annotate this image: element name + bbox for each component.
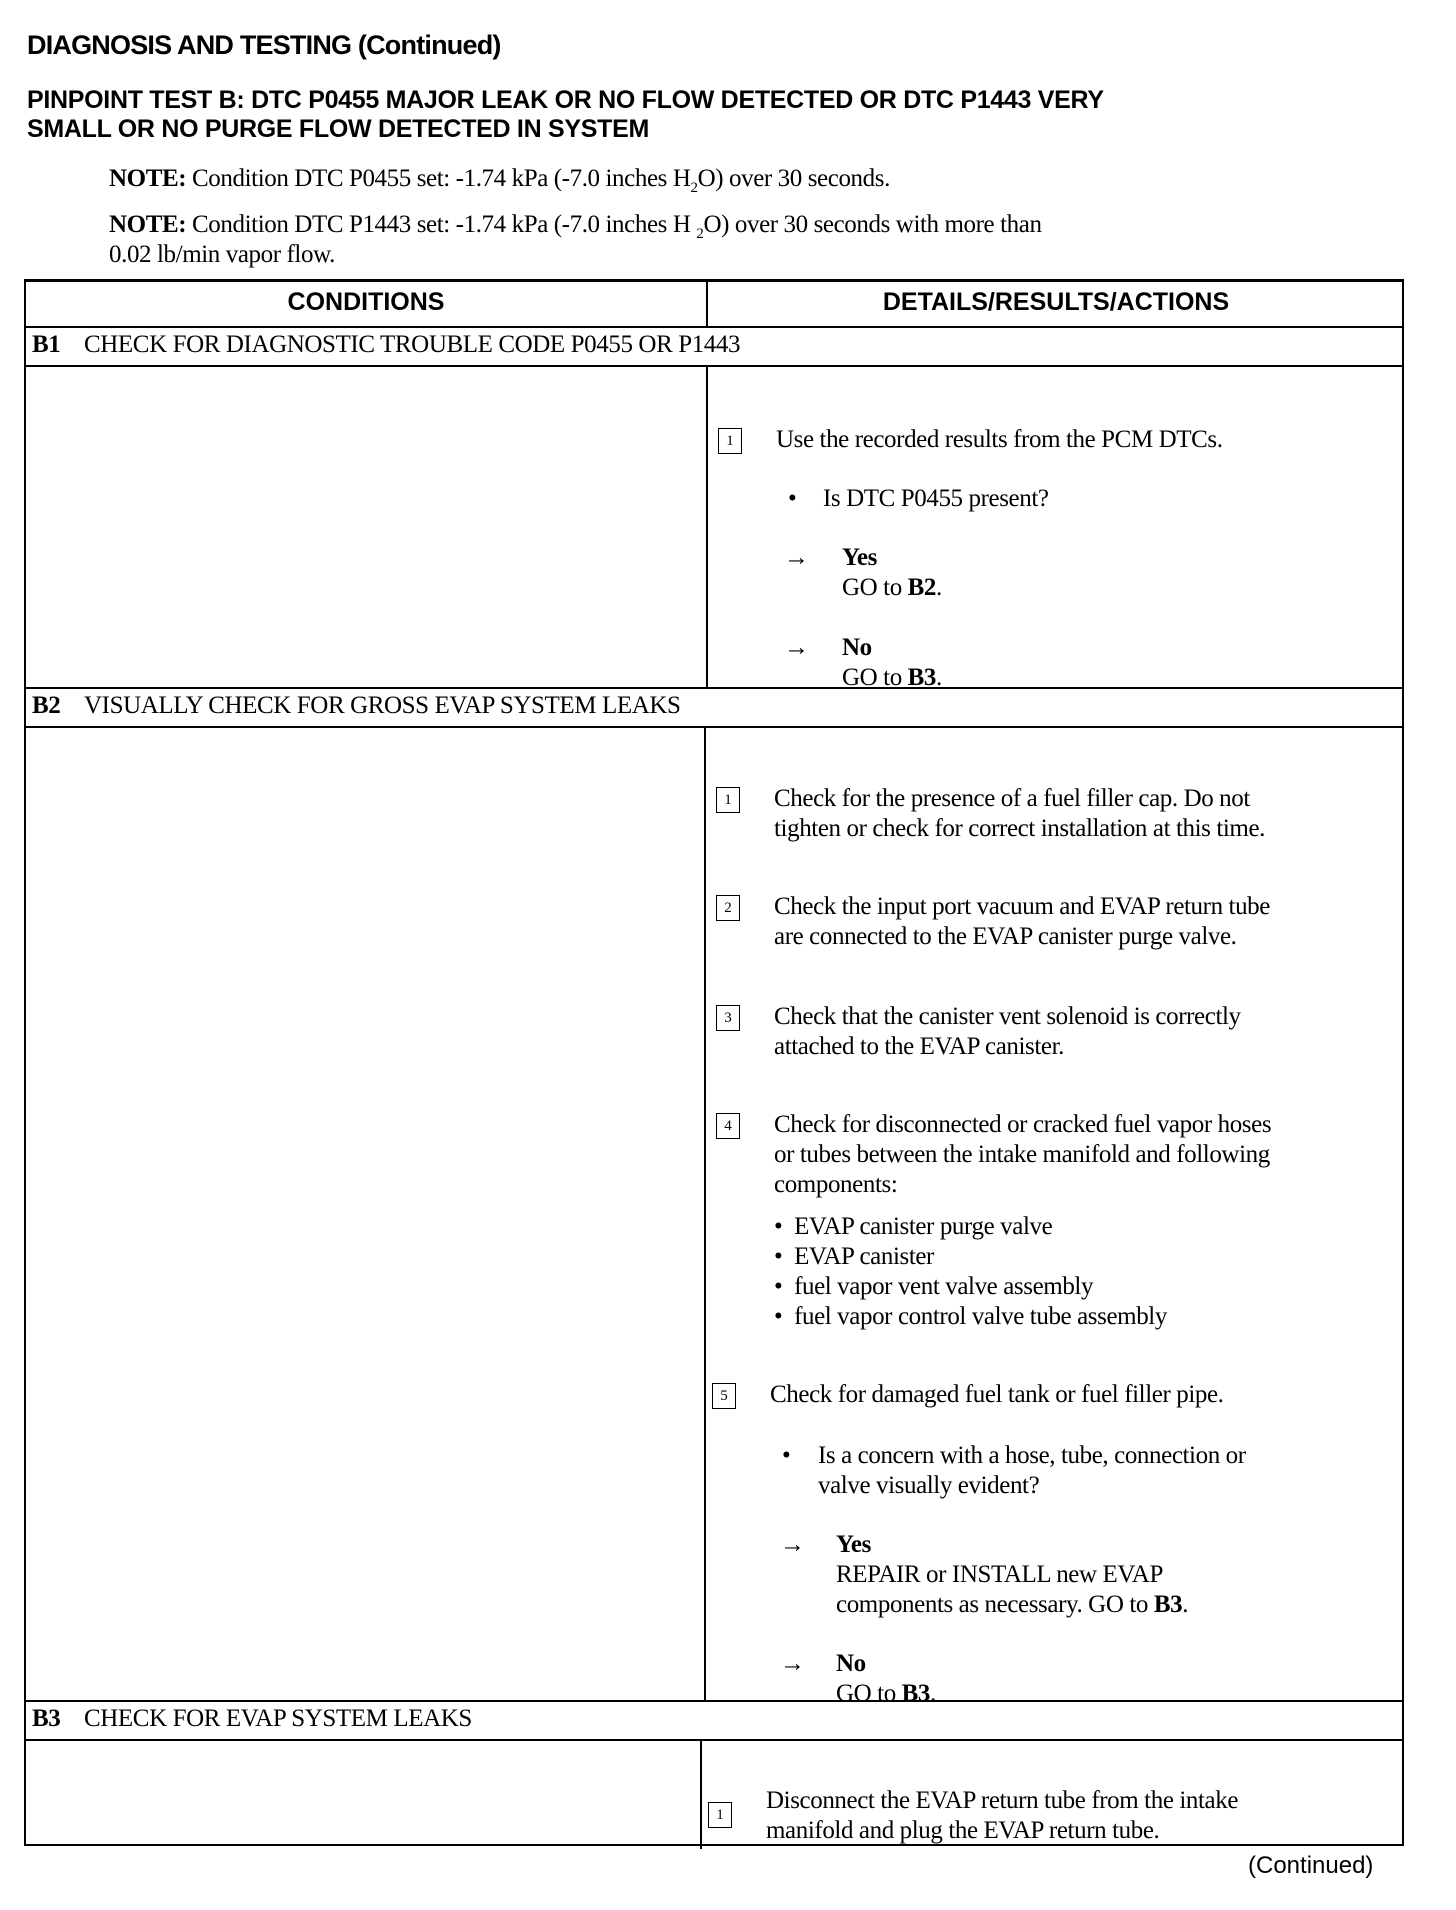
step-text: Use the recorded results from the PCM DTCs. <box>776 426 1223 453</box>
step-number-box: 1 <box>716 787 740 813</box>
question-text: Is DTC P0455 present? <box>823 485 1049 512</box>
step-number-box: 1 <box>708 1802 732 1828</box>
divider <box>26 1739 1402 1741</box>
arrow-icon: → <box>784 544 809 571</box>
arrow-icon: → <box>784 634 809 661</box>
no-result: No GO to B3. <box>842 634 942 691</box>
step-number-box: 2 <box>716 895 740 921</box>
page-title: DIAGNOSIS AND TESTING (Continued) <box>27 30 501 60</box>
step-text: Check for damaged fuel tank or fuel filler pipe. <box>770 1381 1224 1408</box>
divider <box>26 1700 1402 1702</box>
step-text: Check the input port vacuum and EVAP return tube are connected to the EVAP canister purge valve. <box>774 893 1270 950</box>
step-text: Check that the canister vent solenoid is correctly attached to the EVAP canister. <box>774 1003 1241 1060</box>
bullet-icon: • <box>782 1442 791 1469</box>
section-b3-header: B3 CHECK FOR EVAP SYSTEM LEAKS <box>32 1705 472 1732</box>
step-number-box: 5 <box>712 1383 736 1409</box>
step-text: Check for disconnected or cracked fuel vapor hoses or tubes between the intake manifold and following components: <box>774 1111 1272 1198</box>
pinpoint-table <box>24 279 1404 1846</box>
bullet-icon: • <box>788 485 797 512</box>
step-number-box: 4 <box>716 1113 740 1139</box>
list-item: • EVAP canister <box>774 1243 934 1270</box>
pinpoint-test-title: PINPOINT TEST B: DTC P0455 MAJOR LEAK OR NO FLOW DETECTED OR DTC P1443 VERY SMALL OR NO PURGE FLOW DETECTED IN SYSTEM <box>27 86 1104 143</box>
divider <box>706 365 708 687</box>
divider <box>700 1739 702 1849</box>
step-number-box: 3 <box>716 1005 740 1031</box>
divider <box>706 282 708 326</box>
note-p1443: NOTE: Condition DTC P1443 set: -1.74 kPa (-7.0 inches H $_2$O) over 30 seconds with more than 0.02 lb/min vapor flow. <box>109 211 1042 268</box>
yes-result: Yes GO to B2. <box>842 544 942 601</box>
question-text: Is a concern with a hose, tube, connection or valve visually evident? <box>818 1442 1246 1499</box>
no-result: No GO to B3. <box>836 1650 936 1707</box>
details-header: DETAILS/RESULTS/ACTIONS <box>882 288 1230 316</box>
divider <box>26 726 1402 728</box>
section-b2-header: B2 VISUALLY CHECK FOR GROSS EVAP SYSTEM LEAKS <box>32 692 681 719</box>
list-item: • fuel vapor control valve tube assembly <box>774 1303 1167 1330</box>
note-p0455: NOTE: Condition DTC P0455 set: -1.74 kPa (-7.0 inches $H_2O$) over 30 seconds. <box>109 165 890 196</box>
list-item: • fuel vapor vent valve assembly <box>774 1273 1094 1300</box>
continued-label: (Continued) <box>1248 1852 1374 1879</box>
conditions-header: CONDITIONS <box>287 288 445 316</box>
arrow-icon: → <box>780 1531 805 1558</box>
list-item: • EVAP canister purge valve <box>774 1213 1053 1240</box>
step-text: Disconnect the EVAP return tube from the intake manifold and plug the EVAP return tube. <box>766 1787 1239 1844</box>
divider <box>26 326 1402 328</box>
divider <box>26 365 1402 367</box>
step-number-box: 1 <box>718 428 742 454</box>
section-b1-header: B1 CHECK FOR DIAGNOSTIC TROUBLE CODE P0455 OR P1443 <box>32 331 741 358</box>
component-list <box>774 1212 1394 1332</box>
divider <box>26 687 1402 689</box>
divider <box>704 726 706 1700</box>
step-text: Check for the presence of a fuel filler cap. Do not tighten or check for correct installation at this time. <box>774 785 1266 842</box>
yes-result: Yes REPAIR or INSTALL new EVAP components as necessary. GO to B3. <box>836 1531 1189 1618</box>
arrow-icon: → <box>780 1650 805 1677</box>
